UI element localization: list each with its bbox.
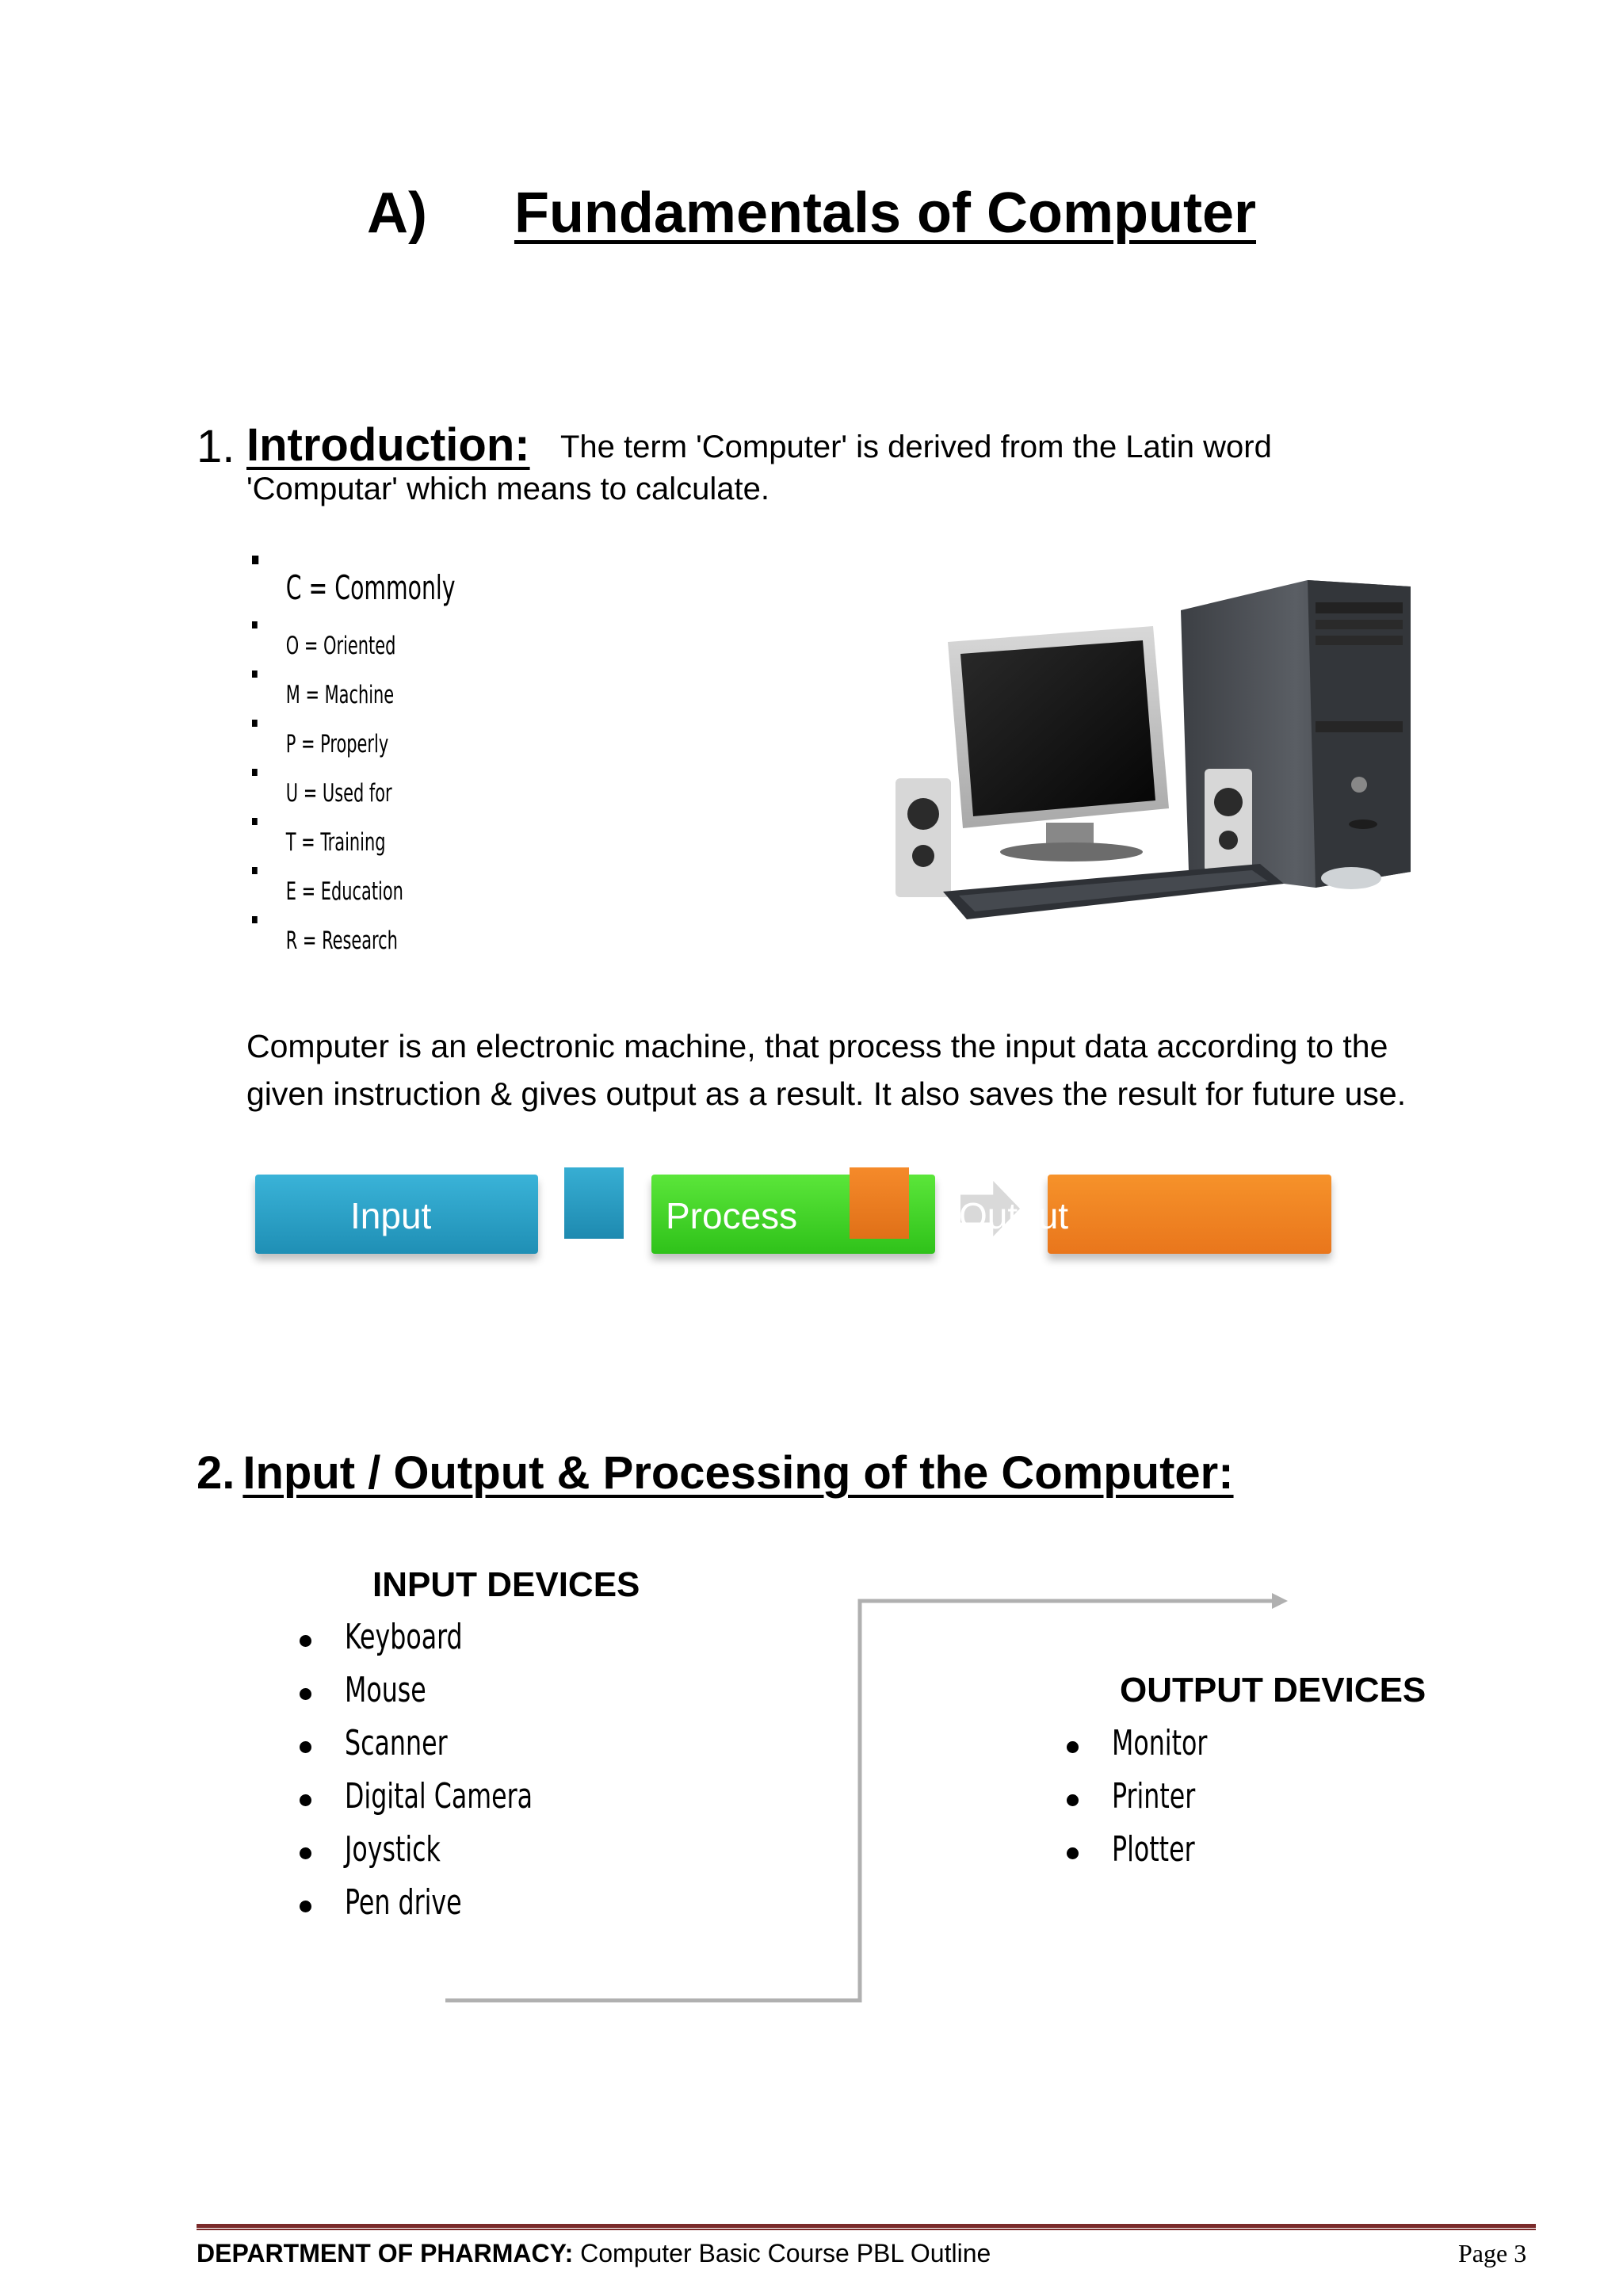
title-text: Fundamentals of Computer [514, 181, 1257, 245]
flow-output-label: Output [959, 1195, 1069, 1236]
input-device-item: Mouse [345, 1670, 426, 1710]
computer-definition: Computer is an electronic machine, that process the input data according to the given instruction & gives output as a result. It also saves the result for future use. [246, 1028, 1407, 1112]
connector-arrowhead-icon [1272, 1593, 1288, 1609]
input-device-item: Pen drive [345, 1882, 462, 1923]
footer-page-number: Page 3 [1458, 2239, 1527, 2267]
input-device-item: Digital Camera [345, 1776, 533, 1817]
section-1-heading: Introduction: [246, 419, 530, 471]
output-device-item: Printer [1112, 1776, 1196, 1817]
output-devices-heading: OUTPUT DEVICES [1120, 1671, 1426, 1710]
input-device-item: Scanner [345, 1723, 448, 1763]
input-device-item: Joystick [345, 1829, 441, 1870]
flow-process-label: Process [666, 1195, 798, 1236]
footer-department: DEPARTMENT OF PHARMACY: Computer Basic Course PBL Outline [197, 2239, 991, 2267]
output-device-item: Monitor [1112, 1723, 1208, 1763]
intro-line-2: 'Computar' which means to calculate. [246, 472, 770, 506]
flow-input-label: Input [350, 1195, 432, 1236]
footer-divider [197, 2224, 1536, 2230]
output-device-item: Plotter [1112, 1829, 1195, 1870]
title-number: A) [366, 181, 427, 245]
input-device-item: Keyboard [345, 1617, 463, 1657]
section-1-number: 1. [197, 421, 235, 472]
section-2-heading: 2. Input / Output & Processing of the Computer: [197, 1447, 1234, 1499]
intro-line-1: The term 'Computer' is derived from the Latin word [560, 430, 1272, 464]
input-devices-heading: INPUT DEVICES [372, 1565, 640, 1604]
